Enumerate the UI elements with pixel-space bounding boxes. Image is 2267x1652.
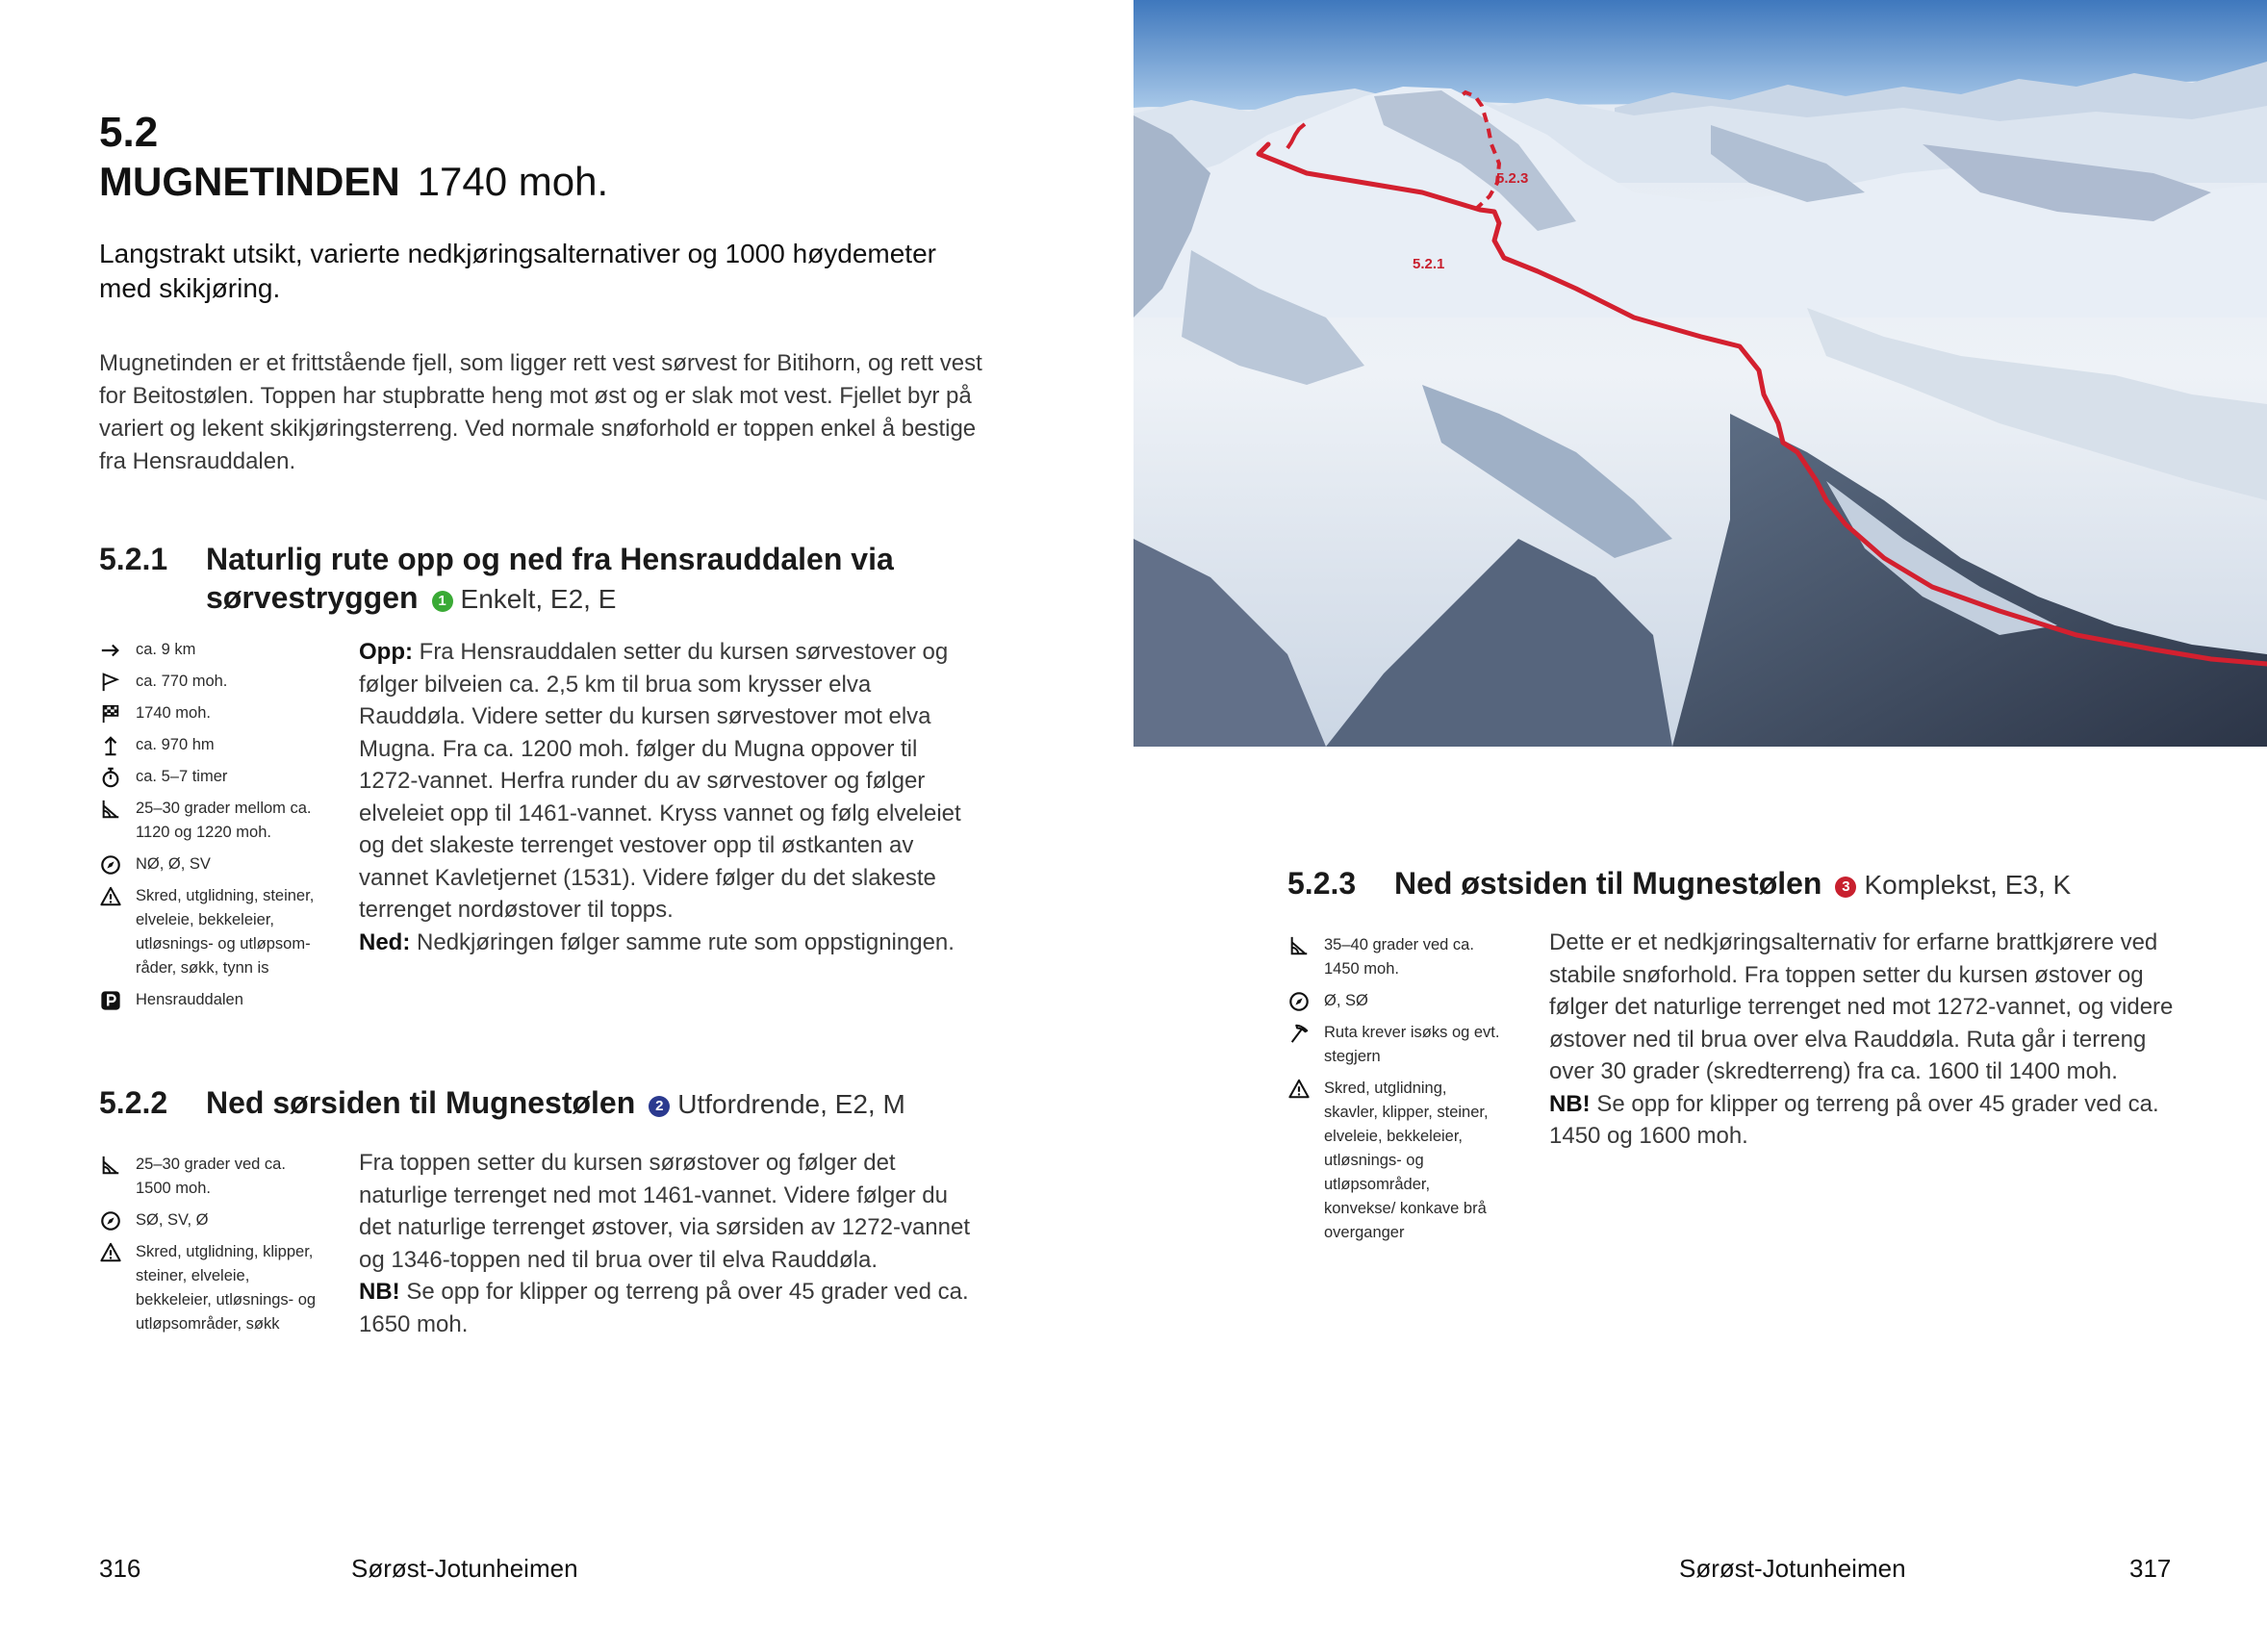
fact-aspect <box>99 852 320 877</box>
mountain-elevation: 1740 moh. <box>417 159 609 204</box>
fact-distance <box>99 638 320 662</box>
page-number: 316 <box>99 1554 141 1583</box>
fact-text: Ruta krever isøks og evt. stegjern <box>1324 1024 1500 1065</box>
difficulty-badge-challenging: 2 <box>649 1096 670 1117</box>
ascent-text: Fra Hensrauddalen setter du kursen sørvestover og følger bilveien ca. 2,5 km til brua som krysser elva Rauddøla. Videre setter du kursen sørvestover mot elva Mugna. Fra ca. 1200 moh. følger du Mugna oppover til 1272-vannet. Herfra runder du av sørvestover og følger elveleiet opp til 1461-vannet. Kryss vannet og følg elveleiet og det slakeste terrenget vestover opp til østkanten av vannet Kavletjernet (1531). Videre følger du det slakeste terrenget nordøstover til topps. <box>359 639 961 923</box>
difficulty-label: Utfordrende, E2, M <box>677 1089 905 1119</box>
fact-duration <box>99 765 320 789</box>
start-flag-icon <box>99 671 122 694</box>
route-title: Ned sørsiden til Mugnestølen <box>206 1085 636 1120</box>
descent-text: Dette er et nedkjøringsalternativ for erfarne brattkjørere ved stabile snøforhold. Fra toppen setter du kursen østover og følger det naturlige terrenget ned mot 1272-vannet, og videre østover ned til brua over elva Rauddøla. Ruta går i terreng over 30 grader (skredterreng) fra ca. 1600 til 1400 moh. <box>1549 929 2174 1084</box>
fact-text: Skred, utglidning, klipper, steiner, elveleie, bekkeleier, utløsnings- og utløpsområder, søkk <box>136 1243 317 1333</box>
fact-hazards <box>99 884 320 980</box>
fact-text: 35–40 grader ved ca. 1450 moh. <box>1324 936 1474 978</box>
note-text: Se opp for klipper og terreng på over 45 grader ved ca. 1450 og 1600 moh. <box>1549 1090 2159 1149</box>
page-title <box>99 158 608 206</box>
fact-hazards <box>1287 1077 1504 1245</box>
fact-text: ca. 9 km <box>136 641 196 658</box>
aerial-snow-landscape <box>1134 0 2267 747</box>
fact-text: Skred, utglidning, steiner, elveleie, bekkeleier, utløsnings- og utløpsom-råder, søkk, tynn is <box>136 887 315 977</box>
fact-hazards <box>99 1240 320 1336</box>
photo-label-5-2-3: 5.2.3 <box>1496 170 1529 187</box>
fact-text: ca. 770 moh. <box>136 673 228 690</box>
fact-text: NØ, Ø, SV <box>136 855 211 873</box>
route-facts-5-2-1 <box>99 638 320 1012</box>
compass-icon <box>99 1209 122 1233</box>
route-description-5-2-1 <box>359 636 980 958</box>
fact-text: Hensrauddalen <box>136 991 243 1008</box>
difficulty-badge-complex: 3 <box>1835 877 1856 898</box>
ice-axe-icon <box>1287 1022 1311 1045</box>
fact-equipment <box>1287 1021 1504 1069</box>
lead-paragraph: Langstrakt utsikt, varierte nedkjøringsalternativer og 1000 høydemeter med skikjøring. <box>99 239 936 303</box>
stopwatch-icon <box>99 766 122 789</box>
route-description-5-2-2 <box>359 1147 984 1340</box>
compass-icon <box>1287 990 1311 1013</box>
intro-paragraph: Mugnetinden er et frittstående fjell, som ligger rett vest sørvest for Bitihorn, og rett vest for Beitostølen. Toppen har stupbratte heng mot øst og er slak mot vest. Fjellet byr på variert og lekent skikjøringsterreng. Ved normale snøforhold er toppen enkel å bestige fra Hensrauddalen. <box>99 350 982 474</box>
slope-angle-icon <box>99 798 122 821</box>
note-text: Se opp for klipper og terreng på over 45 grader ved ca. 1650 moh. <box>359 1279 969 1337</box>
fact-slope <box>1287 933 1504 981</box>
fact-text: ca. 970 hm <box>136 736 215 753</box>
mountain-photo <box>1134 0 2267 747</box>
running-footer: Sørøst-Jotunheimen <box>1679 1554 1906 1583</box>
route-number: 5.2.1 <box>99 542 168 576</box>
parking-icon <box>99 989 122 1012</box>
slope-angle-icon <box>99 1154 122 1177</box>
compass-icon <box>99 853 122 877</box>
running-footer: Sørøst-Jotunheimen <box>351 1554 578 1583</box>
fact-text: 1740 moh. <box>136 704 211 722</box>
route-facts-5-2-2 <box>99 1153 320 1336</box>
route-title: Ned østsiden til Mugnestølen <box>1394 866 1822 901</box>
warning-icon <box>99 1241 122 1264</box>
slope-angle-icon <box>1287 934 1311 957</box>
fact-aspect <box>1287 989 1504 1013</box>
route-title-line2: sørvestryggen <box>206 580 419 615</box>
route-description-5-2-3 <box>1549 927 2175 1153</box>
note-label: NB! <box>1549 1090 1591 1117</box>
fact-text: Skred, utglidning, skavler, klipper, steiner, elveleie, bekkeleier, utløsnings- og utløpsområder, konvekse/ konkave brå overganger <box>1324 1080 1489 1241</box>
route-heading-5-2-1-line2 <box>206 578 616 619</box>
descent-text: Fra toppen setter du kursen sørøstover og følger det naturlige terrenget ned mot 1461-vannet. Videre følger du det naturlige terrenget østover, via sørsiden av 1272-vannet og 1346-toppen ned til brua over til elva Rauddøla. <box>359 1150 971 1273</box>
page-number: 317 <box>2129 1554 2172 1583</box>
photo-label-5-2-1: 5.2.1 <box>1413 256 1445 272</box>
route-heading-5-2-2 <box>99 1083 1061 1124</box>
fact-start-altitude <box>99 670 320 694</box>
route-heading-5-2-3 <box>1287 864 2250 904</box>
fact-text: SØ, SV, Ø <box>136 1211 209 1229</box>
ascent-label: Opp: <box>359 639 413 665</box>
warning-icon <box>1287 1078 1311 1101</box>
fact-text: 25–30 grader ved ca. 1500 moh. <box>136 1156 286 1197</box>
route-heading-5-2-1 <box>99 540 1061 578</box>
fact-text: 25–30 grader mellom ca. 1120 og 1220 moh. <box>136 800 312 841</box>
distance-arrow-icon <box>99 639 122 662</box>
fact-slope <box>99 1153 320 1201</box>
difficulty-badge-easy: 1 <box>432 591 453 612</box>
difficulty-label: Enkelt, E2, E <box>460 584 617 614</box>
summit-flag-icon <box>99 702 122 725</box>
fact-aspect <box>99 1208 320 1233</box>
route-number: 5.2.2 <box>99 1085 168 1120</box>
route-number: 5.2.3 <box>1287 866 1357 901</box>
fact-summit <box>99 701 320 725</box>
difficulty-label: Komplekst, E3, K <box>1864 870 2072 900</box>
mountain-name: MUGNETINDEN <box>99 159 400 204</box>
fact-text: Ø, SØ <box>1324 992 1368 1009</box>
route-title-line1: Naturlig rute opp og ned fra Hensrauddalen via <box>206 542 894 576</box>
route-facts-5-2-3 <box>1287 933 1504 1245</box>
section-number: 5.2 <box>99 109 159 156</box>
warning-icon <box>99 885 122 908</box>
fact-text: ca. 5–7 timer <box>136 768 228 785</box>
elevation-gain-icon <box>99 734 122 757</box>
note-label: NB! <box>359 1279 400 1305</box>
right-page <box>1134 0 2267 1652</box>
fact-slope <box>99 797 320 845</box>
descent-label: Ned: <box>359 928 411 955</box>
descent-text: Nedkjøringen følger samme rute som oppstigningen. <box>417 928 955 955</box>
fact-elevation-gain <box>99 733 320 757</box>
fact-parking <box>99 988 320 1012</box>
